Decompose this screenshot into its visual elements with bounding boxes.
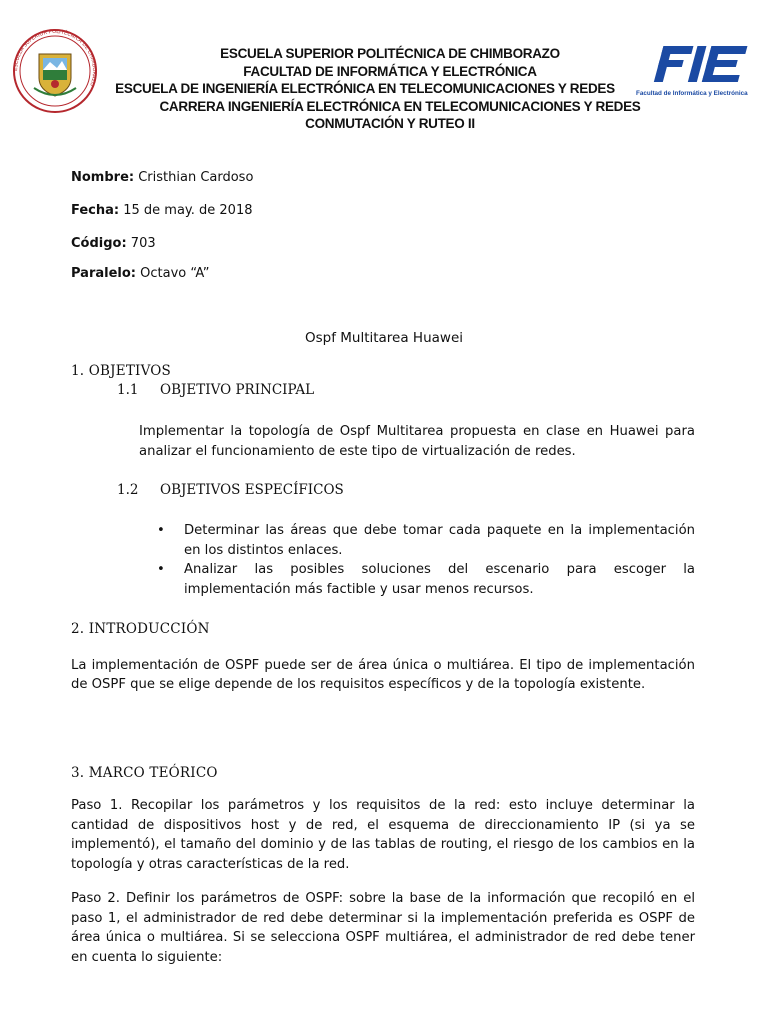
- section-3-heading: 3. MARCO TEÓRICO: [71, 765, 218, 781]
- objective-item-2: • Analizar las posibles soluciones del escenario para escoger la implementación más factible y usar menos recursos.: [139, 560, 695, 599]
- codigo-value: 703: [126, 236, 156, 251]
- section-2-text: La implementación de OSPF puede ser de área única o multiárea. El tipo de implementación de OSPF que se elige depende de los requisitos específicos y de la topología existente.: [71, 658, 695, 692]
- paralelo-label: Paralelo:: [71, 266, 136, 281]
- espoch-seal-logo: [12, 28, 98, 114]
- codigo-label: Código:: [71, 236, 127, 251]
- header-line-4: CARRERA INGENIERÍA ELECTRÓNICA EN TELECOMUNICACIONES Y REDES: [159, 99, 641, 114]
- header-line-2: FACULTAD DE INFORMÁTICA Y ELECTRÓNICA: [243, 64, 537, 79]
- header-line-1: ESCUELA SUPERIOR POLITÉCNICA DE CHIMBORAZO: [220, 46, 560, 61]
- paralelo-value: Octavo “A”: [136, 266, 210, 281]
- objective-item-1: • Determinar las áreas que debe tomar cada paquete en la implementación en los distintos enlaces.: [139, 521, 695, 560]
- header-line-5: CONMUTACIÓN Y RUTEO II: [305, 116, 475, 131]
- meta-nombre: [71, 170, 253, 185]
- nombre-label: Nombre:: [71, 170, 135, 185]
- fecha-value: 15 de may. de 2018: [119, 203, 253, 218]
- objectives-list: [139, 521, 695, 599]
- meta-paralelo: [71, 266, 209, 281]
- section-1-1-text: Implementar la topología de Ospf Multitarea propuesta en clase en Huawei para analizar el funcionamiento de este tipo de virtualización de redes.: [139, 424, 695, 459]
- fecha-label: Fecha:: [71, 203, 120, 218]
- section-2-heading: 2. INTRODUCCIÓN: [71, 621, 210, 637]
- section-1-1-heading: OBJETIVO PRINCIPAL: [160, 382, 315, 398]
- section-3-paragraph-2: Paso 2. Definir los parámetros de OSPF: sobre la base de la información que recopiló en el paso 1, el administrador de red debe determinar si la implementación preferida es OSPF de área única o multiárea. Si se selecciona OSPF multiárea, el administrador de red debe tener en cuenta lo siguiente:: [71, 891, 695, 965]
- section-1-1-number: 1.1: [117, 382, 139, 398]
- document-title: Ospf Multitarea Huawei: [304, 330, 464, 346]
- meta-codigo: [71, 236, 156, 251]
- header-line-3: ESCUELA DE INGENIERÍA ELECTRÓNICA EN TELECOMUNICACIONES Y REDES: [115, 81, 615, 96]
- section-1-2-number: 1.2: [117, 482, 139, 498]
- nombre-value: Cristhian Cardoso: [134, 170, 254, 185]
- seal-ring-text: ESCUELA SUPERIOR POLITÉCNICA DE CHIMBORAZO: [12, 28, 98, 88]
- meta-fecha: [71, 203, 253, 218]
- fie-logo-caption: Facultad de Informática y Electrónica: [636, 90, 748, 97]
- fie-logo: [636, 44, 766, 96]
- section-1-heading: 1. OBJETIVOS: [71, 363, 171, 379]
- section-3-paragraph-1: Paso 1. Recopilar los parámetros y los requisitos de la red: esto incluye determinar la cantidad de dispositivos host y de red, el esquema de direccionamiento IP (si ya se implementó), el tamaño del dominio y de las tablas de routing, el riesgo de los cambios en la topología y otras características de la red.: [71, 798, 695, 872]
- section-1-2-heading: OBJETIVOS ESPECÍFICOS: [160, 482, 344, 498]
